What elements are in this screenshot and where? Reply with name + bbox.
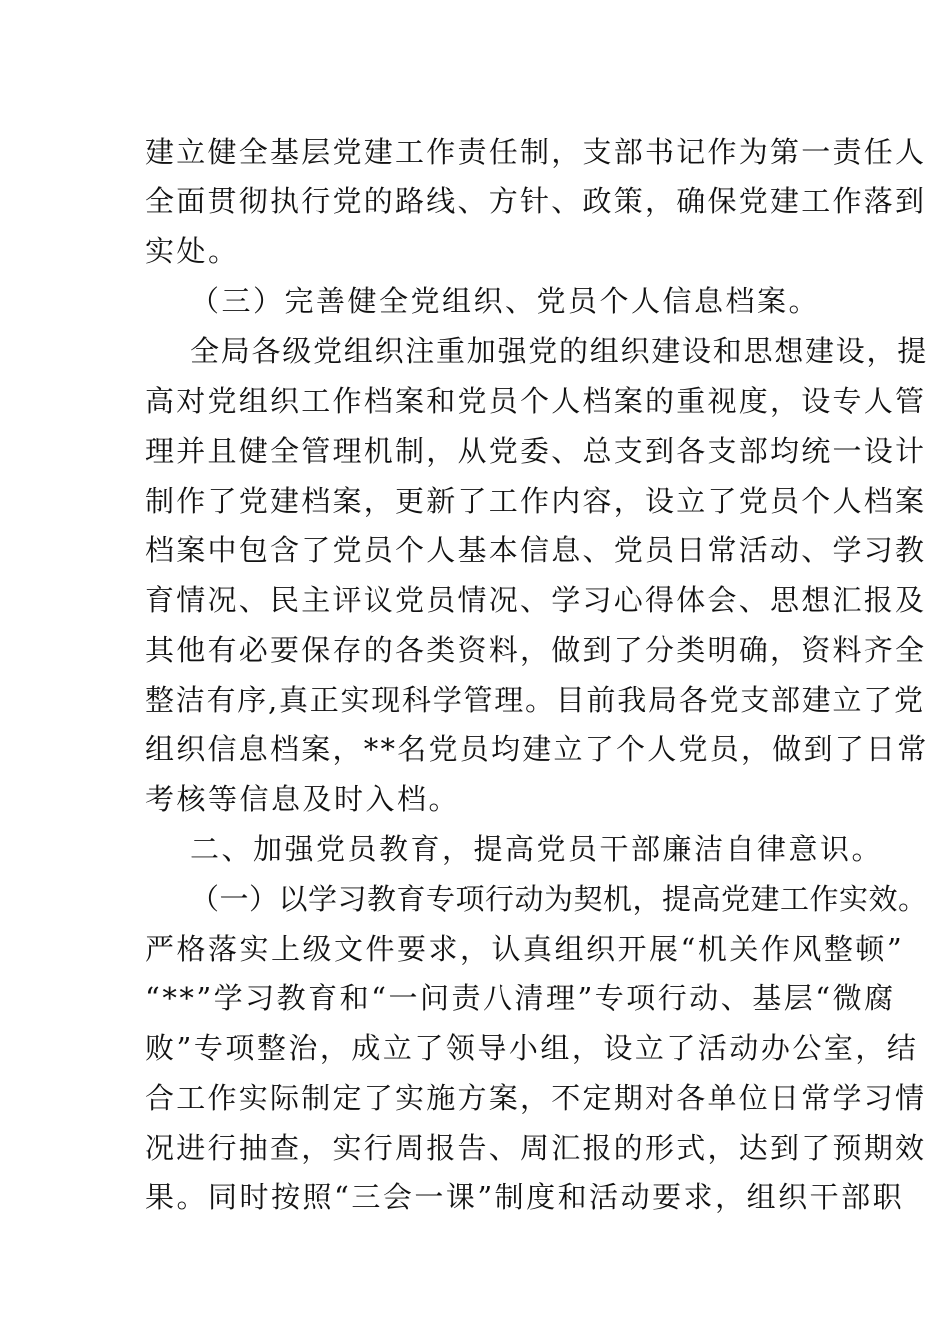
text-line: 败”专项整治，成立了领导小组，设立了活动办公室，结 <box>145 1031 919 1065</box>
text-line: 理并且健全管理机制，从党委、总支到各支部均统一设计 <box>145 434 927 468</box>
text-line: 严格落实上级文件要求，认真组织开展“机关作风整顿” <box>145 932 905 966</box>
text-line: 建立健全基层党建工作责任制，支部书记作为第一责任人 <box>145 135 927 169</box>
text-line: 组织信息档案，**名党员均建立了个人党员，做到了日常 <box>145 732 929 766</box>
text-line: 整洁有序,真正实现科学管理。目前我局各党支部建立了党 <box>145 683 925 717</box>
text-line: “**”学习教育和“一问责八清理”专项行动、基层“微腐 <box>145 981 896 1015</box>
text-line: 其他有必要保存的各类资料，做到了分类明确，资料齐全 <box>145 633 927 667</box>
text-line: 档案中包含了党员个人基本信息、党员日常活动、学习教 <box>145 533 927 567</box>
section-heading: （一）以学习教育专项行动为契机，提高党建工作实效。 <box>190 882 928 916</box>
text-line: 制作了党建档案，更新了工作内容，设立了党员个人档案 <box>145 484 927 518</box>
text-line: 合工作实际制定了实施方案，不定期对各单位日常学习情 <box>145 1081 927 1115</box>
section-heading: （三）完善健全党组织、党员个人信息档案。 <box>190 284 821 318</box>
text-line: 果。同时按照“三会一课”制度和活动要求，组织干部职 <box>145 1180 905 1214</box>
text-line: 考核等信息及时入档。 <box>145 782 461 816</box>
text-line: 育情况、民主评议党员情况、学习心得体会、思想汇报及 <box>145 583 927 617</box>
section-heading: 二、加强党员教育，提高党员干部廉洁自律意识。 <box>190 832 884 866</box>
text-line: 全局各级党组织注重加强党的组织建设和思想建设，提 <box>190 334 929 368</box>
text-line: 况进行抽查，实行周报告、周汇报的形式，达到了预期效 <box>145 1131 927 1165</box>
text-line: 全面贯彻执行党的路线、方针、政策，确保党建工作落到 <box>145 184 927 218</box>
text-line: 高对党组织工作档案和党员个人档案的重视度，设专人管 <box>145 384 927 418</box>
text-line: 实处。 <box>145 234 240 268</box>
